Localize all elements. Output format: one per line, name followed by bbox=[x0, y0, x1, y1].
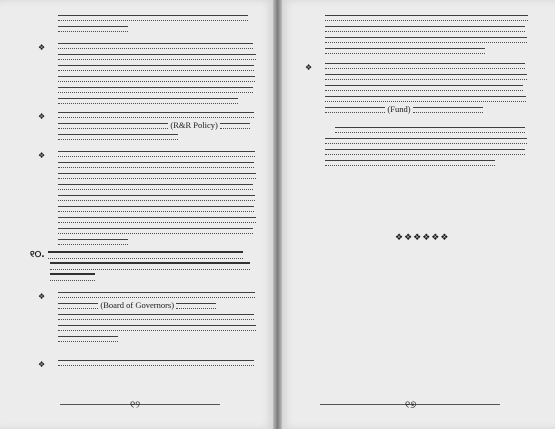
right-page bbox=[280, 0, 555, 429]
bullet-paragraph-5 bbox=[58, 357, 258, 368]
right-intro-paragraph bbox=[325, 12, 530, 56]
right-page-number: ୧୭ bbox=[405, 400, 417, 411]
bullet-paragraph-3 bbox=[58, 148, 258, 247]
diamond-bullet-icon: ❖ bbox=[38, 292, 46, 301]
diamond-bullet-icon: ❖ bbox=[38, 151, 46, 160]
rr-policy-text: (R&R Policy) bbox=[170, 120, 218, 130]
board-of-governors-text: (Board of Governors) bbox=[100, 300, 175, 310]
diamond-bullet-icon: ❖ bbox=[38, 43, 46, 52]
section-divider-stars: ❖❖❖❖❖❖ bbox=[395, 233, 450, 243]
diamond-bullet-icon: ❖ bbox=[305, 63, 313, 72]
book-gutter bbox=[273, 0, 282, 429]
diamond-bullet-icon: ❖ bbox=[38, 112, 46, 121]
closing-paragraph bbox=[325, 124, 530, 168]
bullet-paragraph-1 bbox=[58, 40, 258, 106]
intro-paragraph bbox=[58, 12, 258, 34]
left-page bbox=[0, 0, 275, 429]
section-number: ୧୦. bbox=[30, 250, 45, 260]
bullet-paragraph-4 bbox=[58, 289, 258, 344]
bullet-paragraph-2 bbox=[58, 109, 258, 142]
right-bullet-paragraph bbox=[325, 60, 530, 115]
section-10-heading bbox=[30, 250, 260, 283]
left-page-number: ୧୨ bbox=[130, 400, 141, 411]
fund-text: (Fund) bbox=[387, 104, 411, 114]
diamond-bullet-icon: ❖ bbox=[38, 360, 46, 369]
